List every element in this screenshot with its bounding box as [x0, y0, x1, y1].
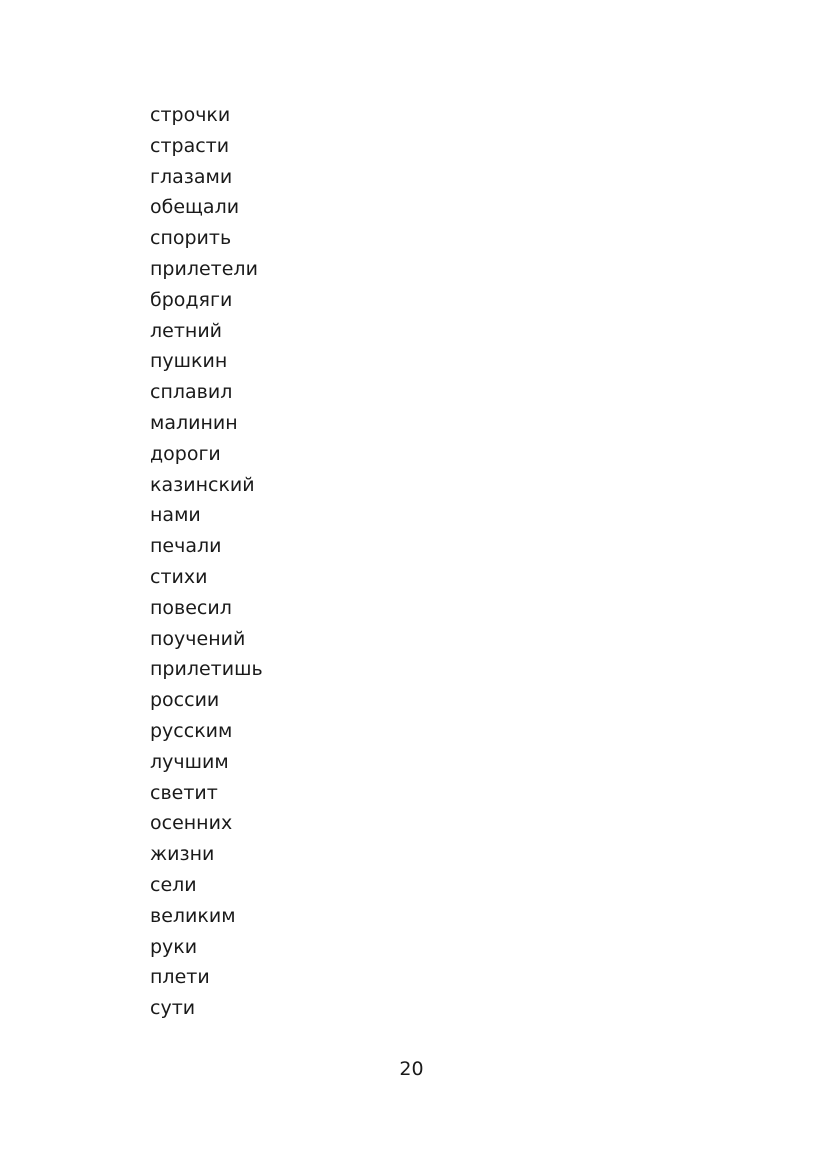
word-item: казинский [150, 473, 255, 496]
word-item: малинин [150, 411, 238, 434]
word-item: спорить [150, 227, 232, 250]
word-item: сути [150, 997, 196, 1020]
word-item: россии [150, 689, 220, 712]
word-item: осенних [150, 812, 233, 835]
word-item: нами [150, 504, 201, 527]
word-item: прилетишь [150, 658, 263, 681]
word-item: стихи [150, 565, 208, 588]
word-item: летний [150, 319, 223, 342]
word-item: повесил [150, 596, 232, 619]
word-item: пушкин [150, 350, 228, 373]
word-item: русским [150, 719, 233, 742]
word-item: великим [150, 904, 236, 927]
word-item: сплавил [150, 381, 233, 404]
word-item: бродяги [150, 288, 233, 311]
word-item: сели [150, 873, 197, 896]
word-item: руки [150, 935, 198, 958]
word-item: плети [150, 966, 210, 989]
page-number: 20 [399, 1058, 424, 1080]
word-item: лучшим [150, 750, 229, 773]
word-item: светит [150, 781, 218, 804]
word-item: глазами [150, 165, 233, 188]
word-item: прилетели [150, 257, 258, 280]
word-item: поучений [150, 627, 246, 650]
word-item: строчки [150, 104, 231, 126]
word-list [150, 100, 263, 1024]
word-item: обещали [150, 196, 240, 219]
word-item: дороги [150, 442, 221, 465]
word-item: страсти [150, 134, 230, 157]
word-item: печали [150, 535, 222, 558]
word-item: жизни [150, 843, 215, 866]
